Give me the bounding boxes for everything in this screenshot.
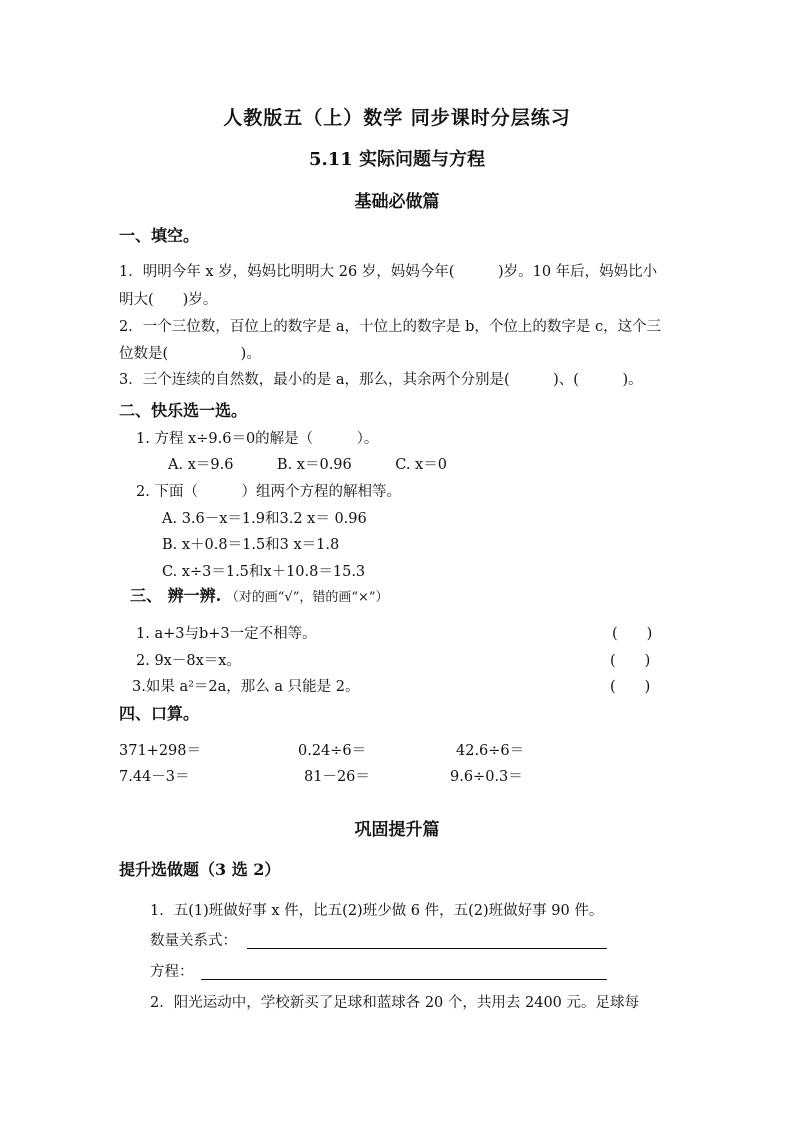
- judge-item-1: 1. a+3与b+3一定不相等。: [136, 626, 317, 642]
- calc-r2-c1: 7.44－3＝: [119, 769, 190, 785]
- choice-q2-option-a: A. 3.6－x＝1.9和3.2 x＝ 0.96: [162, 511, 367, 527]
- fill-q2-line2: 位数是( )。: [119, 346, 261, 362]
- fill-q1-line2: 明大( )岁。: [119, 292, 218, 308]
- choice-q1-options: A. x＝9.6 B. x＝0.96 C. x＝0: [168, 457, 447, 473]
- choice-q2-option-b: B. x＋0.8＝1.5和3 x＝1.8: [162, 537, 340, 553]
- part4-heading: 四、口算。: [119, 704, 200, 723]
- calc-r1-c2: 0.24÷6＝: [298, 743, 367, 759]
- judge-item-2: 2. 9x－8x＝x。: [136, 653, 241, 669]
- judge-bracket-1: ( ): [612, 626, 653, 642]
- advanced-heading: 提升选做题（3 选 2）: [119, 860, 281, 879]
- calc-r2-c3: 9.6÷0.3＝: [450, 769, 523, 785]
- judge-item-3: 3.如果 a²＝2a，那么 a 只能是 2。: [132, 679, 360, 695]
- fill-q2-line1: 2．一个三位数，百位上的数字是 a，十位上的数字是 b，个位上的数字是 c，这个三: [119, 319, 662, 335]
- advanced-section-title: 巩固提升篇: [354, 820, 440, 840]
- judge-bracket-2: ( ): [610, 653, 651, 669]
- basic-section-title: 基础必做篇: [354, 192, 440, 212]
- choice-q2: 2. 下面（ ）组两个方程的解相等。: [136, 484, 401, 500]
- fill-q1-line1: 1．明明今年 x 岁，妈妈比明明大 26 岁，妈妈今年( )岁。10 年后，妈妈比小: [119, 264, 658, 280]
- choice-q1: 1. 方程 x÷9.6＝0的解是（ ）。: [136, 431, 379, 447]
- calc-r1-c3: 42.6÷6＝: [456, 743, 525, 759]
- advanced-q2: 2．阳光运动中，学校新买了足球和蓝球各 20 个，共用去 2400 元。足球每: [150, 995, 640, 1011]
- equation-label: 方程：: [150, 964, 194, 980]
- relation-label: 数量关系式：: [150, 933, 237, 949]
- choice-q2-option-c: C. x÷3＝1.5和x＋10.8＝15.3: [162, 564, 366, 580]
- fill-q3: 3．三个连续的自然数，最小的是 a，那么，其余两个分别是( )、( )。: [119, 372, 643, 388]
- part1-heading: 一、填空。: [119, 226, 200, 245]
- relation-answer-line[interactable]: [247, 948, 607, 949]
- part3-heading: 三、 辨一辨.: [130, 586, 222, 605]
- part3-note: （对的画“√”，错的画“×”）: [225, 590, 389, 605]
- judge-bracket-3: ( ): [610, 679, 651, 695]
- calc-r2-c2: 81－26＝: [304, 769, 370, 785]
- document-title: 人教版五（上）数学 同步课时分层练习: [223, 107, 571, 129]
- equation-answer-line[interactable]: [201, 979, 607, 980]
- lesson-title: 5.11 实际问题与方程: [308, 149, 486, 170]
- advanced-q1: 1．五(1)班做好事 x 件，比五(2)班少做 6 件，五(2)班做好事 90 件。: [150, 903, 604, 919]
- part2-heading: 二、快乐选一选。: [119, 401, 248, 420]
- part3-heading-line: [130, 586, 389, 608]
- calc-r1-c1: 371+298＝: [119, 743, 202, 759]
